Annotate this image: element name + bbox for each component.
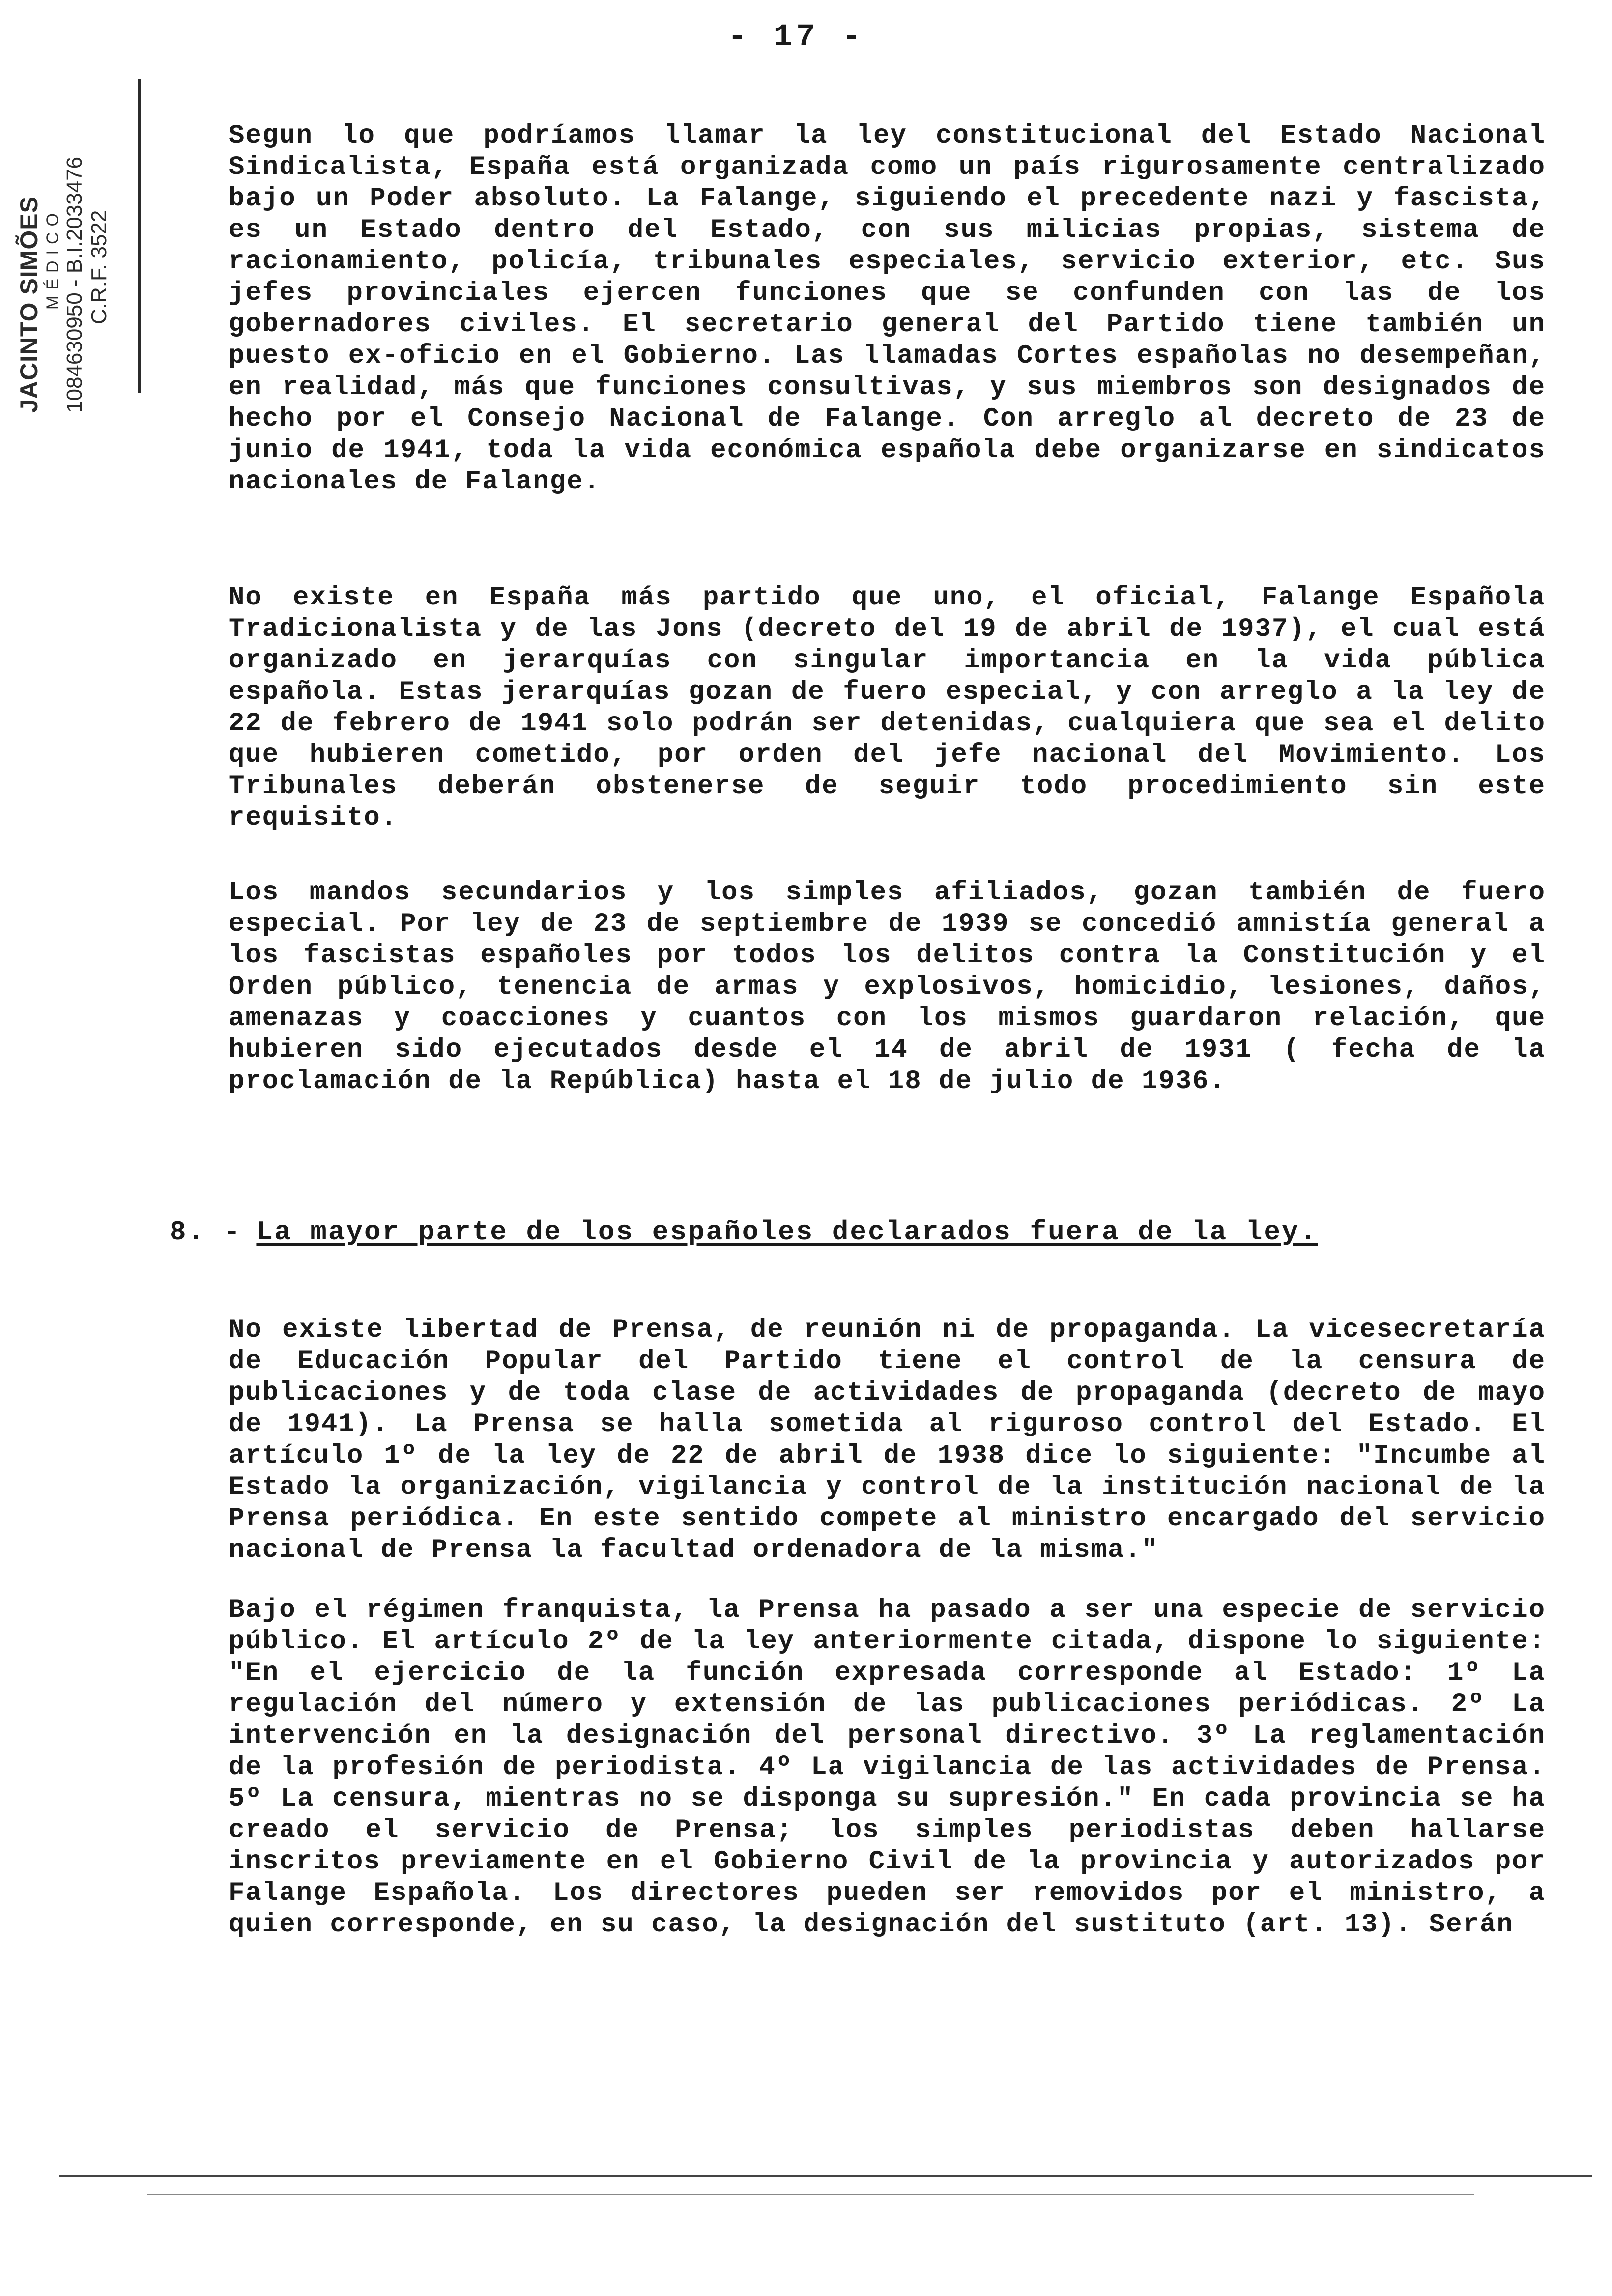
paragraph-single-party: No existe en España más partido que uno, el oficial, Falange Española Tradicionalista y de las Jons (decreto del 19 de abril de 1937), el cual está organizado en jerarquías con singular importancia en la vida pública española. Estas jerarquías gozan de fuero especial, y con arreglo a la ley de 22 de febrero de 1941 solo podrán ser detenidas, cualquiera que sea el delito que hubieren cometido, por orden del jefe nacional del Movimiento. Los Tribunales deberán obstenerse de seguir todo procedimiento sin este requisito. — [229, 583, 1546, 833]
paragraph-amnesty: Los mandos secundarios y los simples afiliados, gozan también de fuero especial. Por ley de 23 de septiembre de 1939 se concedió amnistía general a los fascistas españoles por todos los delitos contra la Constitución y el Orden público, tenencia de armas y explosivos, homicidio, lesiones, daños, amenazas y coacciones y cuantos con los mismos guardaron relación, que hubieren sido ejecutados desde el 14 de abril de 1931 ( fecha de la proclamación de la República) hasta el 18 de julio de 1936. — [229, 878, 1546, 1096]
page-number: - 17 - — [727, 20, 865, 55]
stamp-name: JACINTO SIMÕES — [15, 196, 43, 413]
stamp-id-line: 1084630950 - B.I.2033476 — [62, 156, 86, 413]
paragraph-press-public-service: Bajo el régimen franquista, la Prensa ha pasado a ser una especie de servicio público. El artículo 2º de la ley anteriormente citada, dispone lo siguiente: "En el ejercicio de la función expresada corresponde al Estado: 1º La regulación del número y extensión de las publicaciones periódicas. 2º La intervención en la designación del personal directivo. 3º La reglamentación de la profesión de periodista. 4º La vigilancia de las actividades de Prensa. 5º La censura, mientras no se disponga su supresión." En cada provincia se ha creado el servicio de Prensa; los simples periodistas deben hallarse inscritos previamente en el Gobierno Civil de la provincia y autorizados por Falange Española. Los directores pueden ser removidos por el ministro, a quien corresponde, en su caso, la designación del sustituto (art. 13). Serán — [229, 1595, 1546, 1940]
section-number: 8. - — [170, 1216, 242, 1248]
stamp-crf-line: C.R.F. 3522 — [87, 210, 111, 324]
bottom-divider-secondary — [147, 2194, 1474, 2195]
bottom-divider — [59, 2175, 1592, 2177]
section-title: La mayor parte de los españoles declarados fuera de la ley. — [256, 1216, 1318, 1248]
paragraph-press-freedom: No existe libertad de Prensa, de reunión ni de propaganda. La vicesecretaría de Educación Popular del Partido tiene el control de la censura de publicaciones y de toda clase de actividades de propaganda (decreto de mayo de 1941). La Prensa se halla sometida al riguroso control del Estado. El artículo 1º de la ley de 22 de abril de 1938 dice lo siguiente: "Incumbe al Estado la organización, vigilancia y control de la institución nacional de la Prensa periódica. En este sentido compete al ministro encargado del servicio nacional de Prensa la facultad ordenadora de la misma." — [229, 1315, 1546, 1565]
paragraph-constitutional-law: Segun lo que podríamos llamar la ley constitucional del Estado Nacional Sindicalista, España está organizada como un país rigurosamente centralizado bajo un Poder absoluto. La Falange, siguiendo el precedente nazi y fascista, es un Estado dentro del Estado, con sus milicias propias, sistema de racionamiento, policía, tribunales especiales, servicio exterior, etc. Sus jefes provinciales ejercen funciones que se confunden con las de los gobernadores civiles. El secretario general del Partido tiene también un puesto ex-oficio en el Gobierno. Las llamadas Cortes españolas no desempeñan, en realidad, más que funciones consultivas, y sus miembros son designados de hecho por el Consejo Nacional de Falange. Con arreglo al decreto de 23 de junio de 1941, toda la vida económica española debe organizarse en sindicatos nacionales de Falange. — [229, 121, 1546, 497]
stamp-divider — [138, 79, 141, 393]
section-heading — [170, 1216, 1447, 1248]
stamp-role: MÉDICO — [43, 207, 62, 310]
physician-stamp — [15, 39, 162, 413]
